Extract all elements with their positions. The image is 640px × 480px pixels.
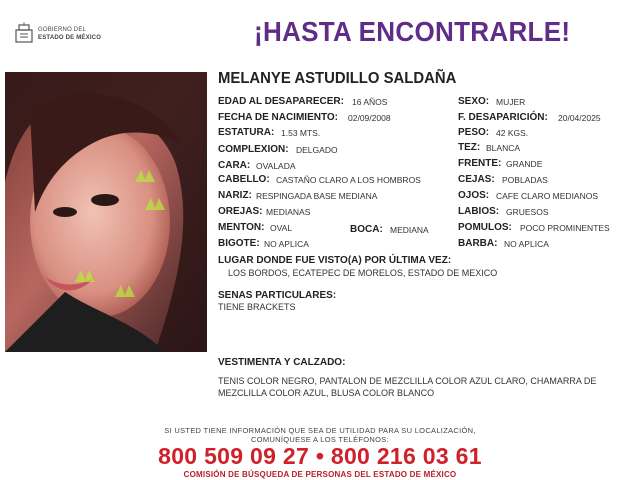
face-label: CARA: <box>218 160 251 171</box>
eyes-label: OJOS: <box>458 190 490 201</box>
logo-text-line2: ESTADO DE MÉXICO <box>38 35 102 41</box>
phone-separator: • <box>315 443 325 469</box>
skin-tone-label: TEZ: <box>458 142 481 153</box>
cheekbones-value: POCO PROMINENTES <box>520 223 610 233</box>
mouth-value: MEDIANA <box>390 225 429 235</box>
state-logo <box>14 22 124 48</box>
age-value: 16 AÑOS <box>352 97 388 107</box>
height-value: 1.53 MTS. <box>281 128 321 138</box>
lips-value: GRUESOS <box>506 207 549 217</box>
nose-label: NARIZ: <box>218 190 252 201</box>
photo-portrait <box>5 72 207 352</box>
cheekbones-label: POMULOS: <box>458 222 512 233</box>
disappearance-date-label: F. DESAPARICIÓN: <box>458 112 548 123</box>
phone-2[interactable]: 800 216 03 61 <box>330 443 482 469</box>
eyebrows-value: POBLADAS <box>502 175 548 185</box>
forehead-label: FRENTE: <box>458 158 502 169</box>
chin-value: OVAL <box>270 223 293 233</box>
weight-value: 42 KGS. <box>496 128 529 138</box>
mouth-label: BOCA: <box>350 224 383 235</box>
sex-label: SEXO: <box>458 96 490 107</box>
birthdate-label: FECHA DE NACIMIENTO: <box>218 112 338 123</box>
clothing-value: TENIS COLOR NEGRO, PANTALON DE MEZCLILLA COLOR AZUL CLARO, CHAMARRA DE MEZCLILLA COLOR AZUL, BLUSA COLOR BLANCO <box>218 376 597 398</box>
eyebrows-label: CEJAS: <box>458 174 495 185</box>
face-value: OVALADA <box>256 161 296 171</box>
mustache-value: NO APLICA <box>264 239 309 249</box>
ears-value: MEDIANAS <box>266 207 311 217</box>
person-name: MELANYE ASTUDILLO SALDAÑA <box>218 70 457 87</box>
contact-note-line1: SI USTED TIENE INFORMACIÓN QUE SEA DE UTILIDAD PARA SU LOCALIZACIÓN, <box>164 426 476 435</box>
disappearance-date-value: 20/04/2025 <box>558 113 601 123</box>
forehead-value: GRANDE <box>506 159 543 169</box>
commission-name: COMISIÓN DE BÚSQUEDA DE PERSONAS DEL ESTADO DE MÉXICO <box>183 470 457 479</box>
weight-label: PESO: <box>458 127 490 138</box>
build-value: DELGADO <box>296 145 338 155</box>
mustache-label: BIGOTE: <box>218 238 260 249</box>
beard-label: BARBA: <box>458 238 498 249</box>
logo-text-line1: GOBIERNO DEL <box>38 27 87 33</box>
state-emblem-icon <box>14 22 34 44</box>
sex-value: MUJER <box>496 97 526 107</box>
phone-numbers <box>0 443 640 470</box>
beard-value: NO APLICA <box>504 239 549 249</box>
hair-value: CASTAÑO CLARO A LOS HOMBROS <box>276 175 421 185</box>
nose-value: RESPINGADA BASE MEDIANA <box>256 191 378 201</box>
hair-label: CABELLO: <box>218 174 270 185</box>
lips-label: LABIOS: <box>458 206 500 217</box>
clothing-label: VESTIMENTA Y CALZADO: <box>218 357 346 368</box>
phone-1[interactable]: 800 509 09 27 <box>158 443 310 469</box>
last-seen-label: LUGAR DONDE FUE VISTO(A) POR ÚLTIMA VEZ: <box>218 255 452 266</box>
last-seen-value: LOS BORDOS, ECATEPEC DE MORELOS, ESTADO DE MEXICO <box>228 268 498 278</box>
birthdate-value: 02/09/2008 <box>348 113 391 123</box>
banner-title: ¡HASTA ENCONTRARLE! <box>254 16 571 47</box>
eyes-value: CAFE CLARO MEDIANOS <box>496 191 599 201</box>
ears-label: OREJAS: <box>218 206 263 217</box>
height-label: ESTATURA: <box>218 127 275 138</box>
build-label: COMPLEXION: <box>218 144 289 155</box>
age-label: EDAD AL DESAPARECER: <box>218 96 344 107</box>
skin-tone-value: BLANCA <box>486 143 521 153</box>
contact-note-line2: COMUNÍQUESE A LOS TELÉFONOS: <box>251 435 389 444</box>
features-value: TIENE BRACKETS <box>218 302 296 312</box>
features-label: SENAS PARTICULARES: <box>218 290 337 301</box>
chin-label: MENTON: <box>218 222 265 233</box>
missing-person-photo <box>5 72 207 352</box>
